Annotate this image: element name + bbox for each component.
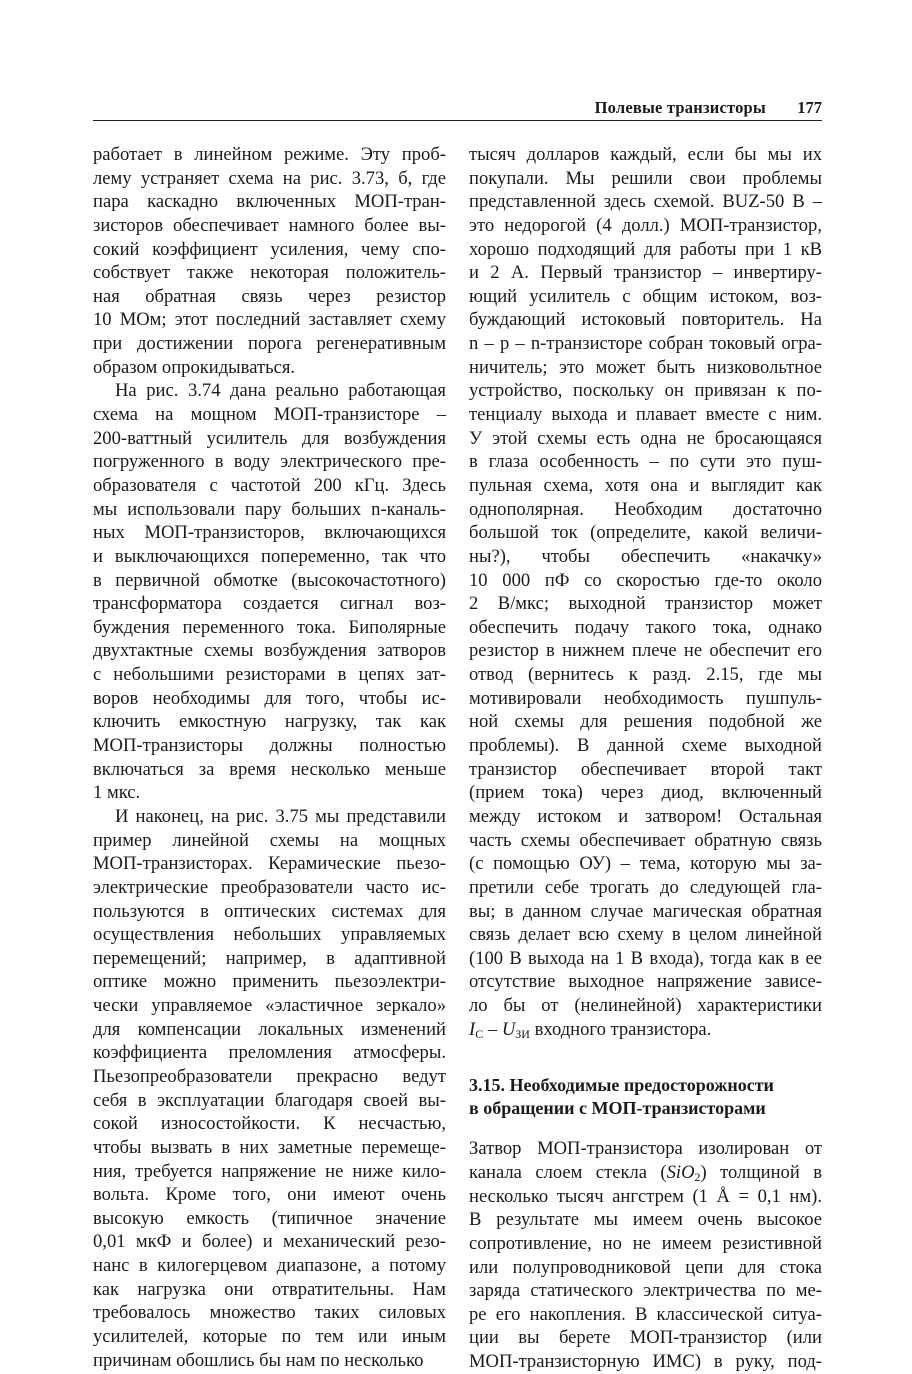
section-heading-line-2: в обращении с МОП-транзисторами <box>469 1098 766 1119</box>
text-line: ных МОП-транзисторов, включающихся <box>93 522 446 544</box>
text-line: МОП-транзисторную ИМС) в руку, под- <box>469 1351 822 1373</box>
text-line: требовалось множество таких силовых <box>93 1302 446 1324</box>
text-line: отсутствие выходное напряжение зависе- <box>469 971 822 993</box>
text-line: как нагрузка они отвратительны. Нам <box>93 1278 446 1300</box>
text-line: двухтактные схемы возбуждения затворов <box>93 640 446 662</box>
text-line: чески управляемое «эластичное зеркало» <box>93 995 446 1017</box>
text-line: трансформатора создается сигнал воз- <box>93 593 446 615</box>
text-line: буждения переменного тока. Биполярные <box>93 616 446 638</box>
text-line: сопротивление, но не имеем резистивной <box>469 1232 822 1254</box>
text-line: причинам обошлись бы нам по несколько <box>93 1349 424 1371</box>
text-line: В результате мы имеем очень высокое <box>469 1209 822 1231</box>
text-line: оптике можно применить пьезоэлектри- <box>93 971 446 993</box>
text-line: n – p – n-транзисторе собран токовый огра- <box>469 333 822 355</box>
text-line: проблемы). В данной схеме выходной <box>469 735 822 757</box>
text-line: представленной здесь схемой. BUZ-50 B – <box>469 191 822 213</box>
text-line: образом опрокидываться. <box>93 356 296 378</box>
text-line: в первичной обмотке (высокочастотного) <box>93 569 446 591</box>
text-line: коэффициента преломления атмосферы. <box>93 1042 446 1064</box>
text-line: (с помощью ОУ) – тема, которую мы за- <box>469 853 822 875</box>
text-line: лему устраняет схема на рис. 3.73, б, где <box>93 167 446 189</box>
text-line: мы использовали пару больших n-каналь- <box>93 498 446 520</box>
text-line: (100 В выхода на 1 В входа), тогда как в ее <box>469 947 822 969</box>
text-line: буждающий истоковый повторитель. На <box>469 309 822 331</box>
text-line: зисторов обеспечивает намного более вы- <box>93 214 446 236</box>
text-line: сокий коэффициент усиления, чему спо- <box>93 238 446 260</box>
text-line: И наконец, на рис. 3.75 мы представили <box>115 805 446 827</box>
text-line: и выключающихся попеременно, так что <box>93 545 446 567</box>
text-line: пример линейной схемы на мощных <box>93 829 446 851</box>
text-line: электрические преобразователи часто ис- <box>93 876 446 898</box>
text-line: заряда статического электричества по ме- <box>469 1280 822 1302</box>
text-line: Пьезопреобразователи прекрасно ведут <box>93 1065 446 1087</box>
left-column <box>93 143 446 1372</box>
text-line: воров необходимы для того, чтобы ис- <box>93 687 446 709</box>
right-column <box>469 143 822 1374</box>
text-line: чтобы вызвать в них заметные перемеще- <box>93 1136 446 1158</box>
text-line: и 2 А. Первый транзистор – инвертиру- <box>469 262 822 284</box>
text-line: (прием тока) через диод, включенный <box>469 782 822 804</box>
text-line: схема на мощном МОП-транзисторе – <box>93 404 446 426</box>
text-line: связь делает всю схему в целом линейной <box>469 924 822 946</box>
text-line: пользуются в оптических системах для <box>93 900 446 922</box>
text-line: часть схемы обеспечивает обратную связь <box>469 829 822 851</box>
text-line: ре его накопления. В классической ситуа- <box>469 1303 822 1325</box>
text-line: 0,01 мкФ и более) и механический резо- <box>93 1231 446 1253</box>
text-line: устройство, поскольку он привязан к по- <box>469 380 822 402</box>
text-line: тысяч долларов каждый, если бы мы их <box>469 144 822 165</box>
text-line: отвод (вернитесь к разд. 2.15, где мы <box>469 664 822 686</box>
running-title: Полевые транзисторы <box>594 98 766 117</box>
text-line: 10 МОм; этот последний заставляет схему <box>93 309 446 331</box>
text-line: 10 000 пФ со скоростью где-то около <box>469 569 822 591</box>
text-line: это недорогой (4 долл.) МОП-транзистор, <box>469 214 822 236</box>
text-line: для компенсации локальных изменений <box>93 1018 446 1040</box>
text-line: Затвор МОП-транзистора изолирован от <box>469 1138 822 1160</box>
text-line: претили себе трогать до следующей гла- <box>469 876 822 898</box>
text-line: высокую емкость (типичное значение <box>93 1207 446 1229</box>
text-line: включаться за время несколько меньше <box>93 758 446 780</box>
section-heading-line-1: 3.15. Необходимые предосторожности <box>469 1075 774 1096</box>
text-line: ло бы от (нелинейной) характеристики <box>469 995 822 1017</box>
text-line: ния, требуется напряжение не ниже кило- <box>93 1160 446 1182</box>
section-heading <box>469 1074 822 1120</box>
text-line: транзистор обеспечивает второй такт <box>469 758 822 780</box>
text-line: вольта. Кроме того, они имеют очень <box>93 1184 446 1206</box>
text-line: однополярная. Необходим достаточно <box>469 498 822 520</box>
text-line: пара каскадно включенных МОП-тран- <box>93 191 446 213</box>
text-line: резистор в нижнем плече не обеспечит его <box>469 640 822 662</box>
text-line: сокой износостойкости. К несчастью, <box>93 1113 446 1135</box>
running-header <box>93 96 822 121</box>
text-line-sio2: канала слоем стекла (SiO$_2$) толщиной в <box>469 1161 822 1184</box>
text-line: МОП-транзисторы должны полностью <box>93 735 446 757</box>
text-line: между истоком и затвором! Остальная <box>469 805 822 827</box>
text-line: несколько тысяч ангстрем (1 Å = 0,1 нм). <box>469 1185 822 1207</box>
text-line: мотивировали необходимость пушпуль- <box>469 687 822 709</box>
text-line: погруженного в воду электрического пре- <box>93 451 446 473</box>
text-line: собствует также некоторая положитель- <box>93 262 446 284</box>
text-line: обеспечить подачу такого тока, однако <box>469 616 822 638</box>
text-line: ции вы берете МОП-транзистор (или <box>469 1327 822 1349</box>
text-line: перемещений; например, в адаптивной <box>93 947 446 969</box>
text-line: образователя с частотой 200 кГц. Здесь <box>93 474 446 496</box>
text-line: при достижении порога регенеративным <box>93 333 446 355</box>
text-line: хорошо подходящий для работы при 1 кВ <box>469 238 822 260</box>
page-number: 177 <box>797 98 822 117</box>
text-line: работает в линейном режиме. Эту проб- <box>93 144 446 165</box>
text-line: в глаза особенность – по сути это пуш- <box>469 451 822 473</box>
text-line: осуществления небольших управляемых <box>93 924 446 946</box>
text-line: МОП-транзисторах. Керамические пьезо- <box>93 853 446 875</box>
text-line: 1 мкс. <box>93 782 141 804</box>
text-line: себя в эксплуатации благодаря своей вы- <box>93 1089 446 1111</box>
text-line-formula: $I_C - U_{ЗИ}$ входного транзистора. <box>469 1018 712 1041</box>
text-line: покупали. Мы решили свои проблемы <box>469 167 822 189</box>
text-line: пульная схема, хотя она и выглядит как <box>469 474 822 496</box>
text-line: тенциалу выхода и плавает вместе с ним. <box>469 404 822 426</box>
text-line: усилителей, которые по тем или иным <box>93 1326 446 1348</box>
text-line: нанс в килогерцевом диапазоне, а потому <box>93 1255 446 1277</box>
text-line: вы; в данном случае магическая обратная <box>469 900 822 922</box>
text-line: 2 В/мкс; выходной транзистор может <box>469 593 822 615</box>
text-line: У этой схемы есть одна не бросающаяся <box>469 427 822 449</box>
text-line: ная обратная связь через резистор <box>93 285 446 307</box>
text-line: На рис. 3.74 дана реально работающая <box>115 380 446 402</box>
text-line: ключить емкостную нагрузку, так как <box>93 711 446 733</box>
text-line: 200-ваттный усилитель для возбуждения <box>93 427 446 449</box>
text-line: ющий усилитель с общим истоком, воз- <box>469 285 822 307</box>
text-line: ны?), чтобы обеспечить «накачку» <box>469 545 822 567</box>
text-line: ничитель; это может быть низковольтное <box>469 356 822 378</box>
text-line: большой ток (определите, какой величи- <box>469 522 822 544</box>
text-line: с небольшими резисторами в цепях зат- <box>93 664 446 686</box>
text-line: или полупроводниковой цепи для стока <box>469 1256 822 1278</box>
text-line: ной схемы для решения подобной же <box>469 711 822 733</box>
